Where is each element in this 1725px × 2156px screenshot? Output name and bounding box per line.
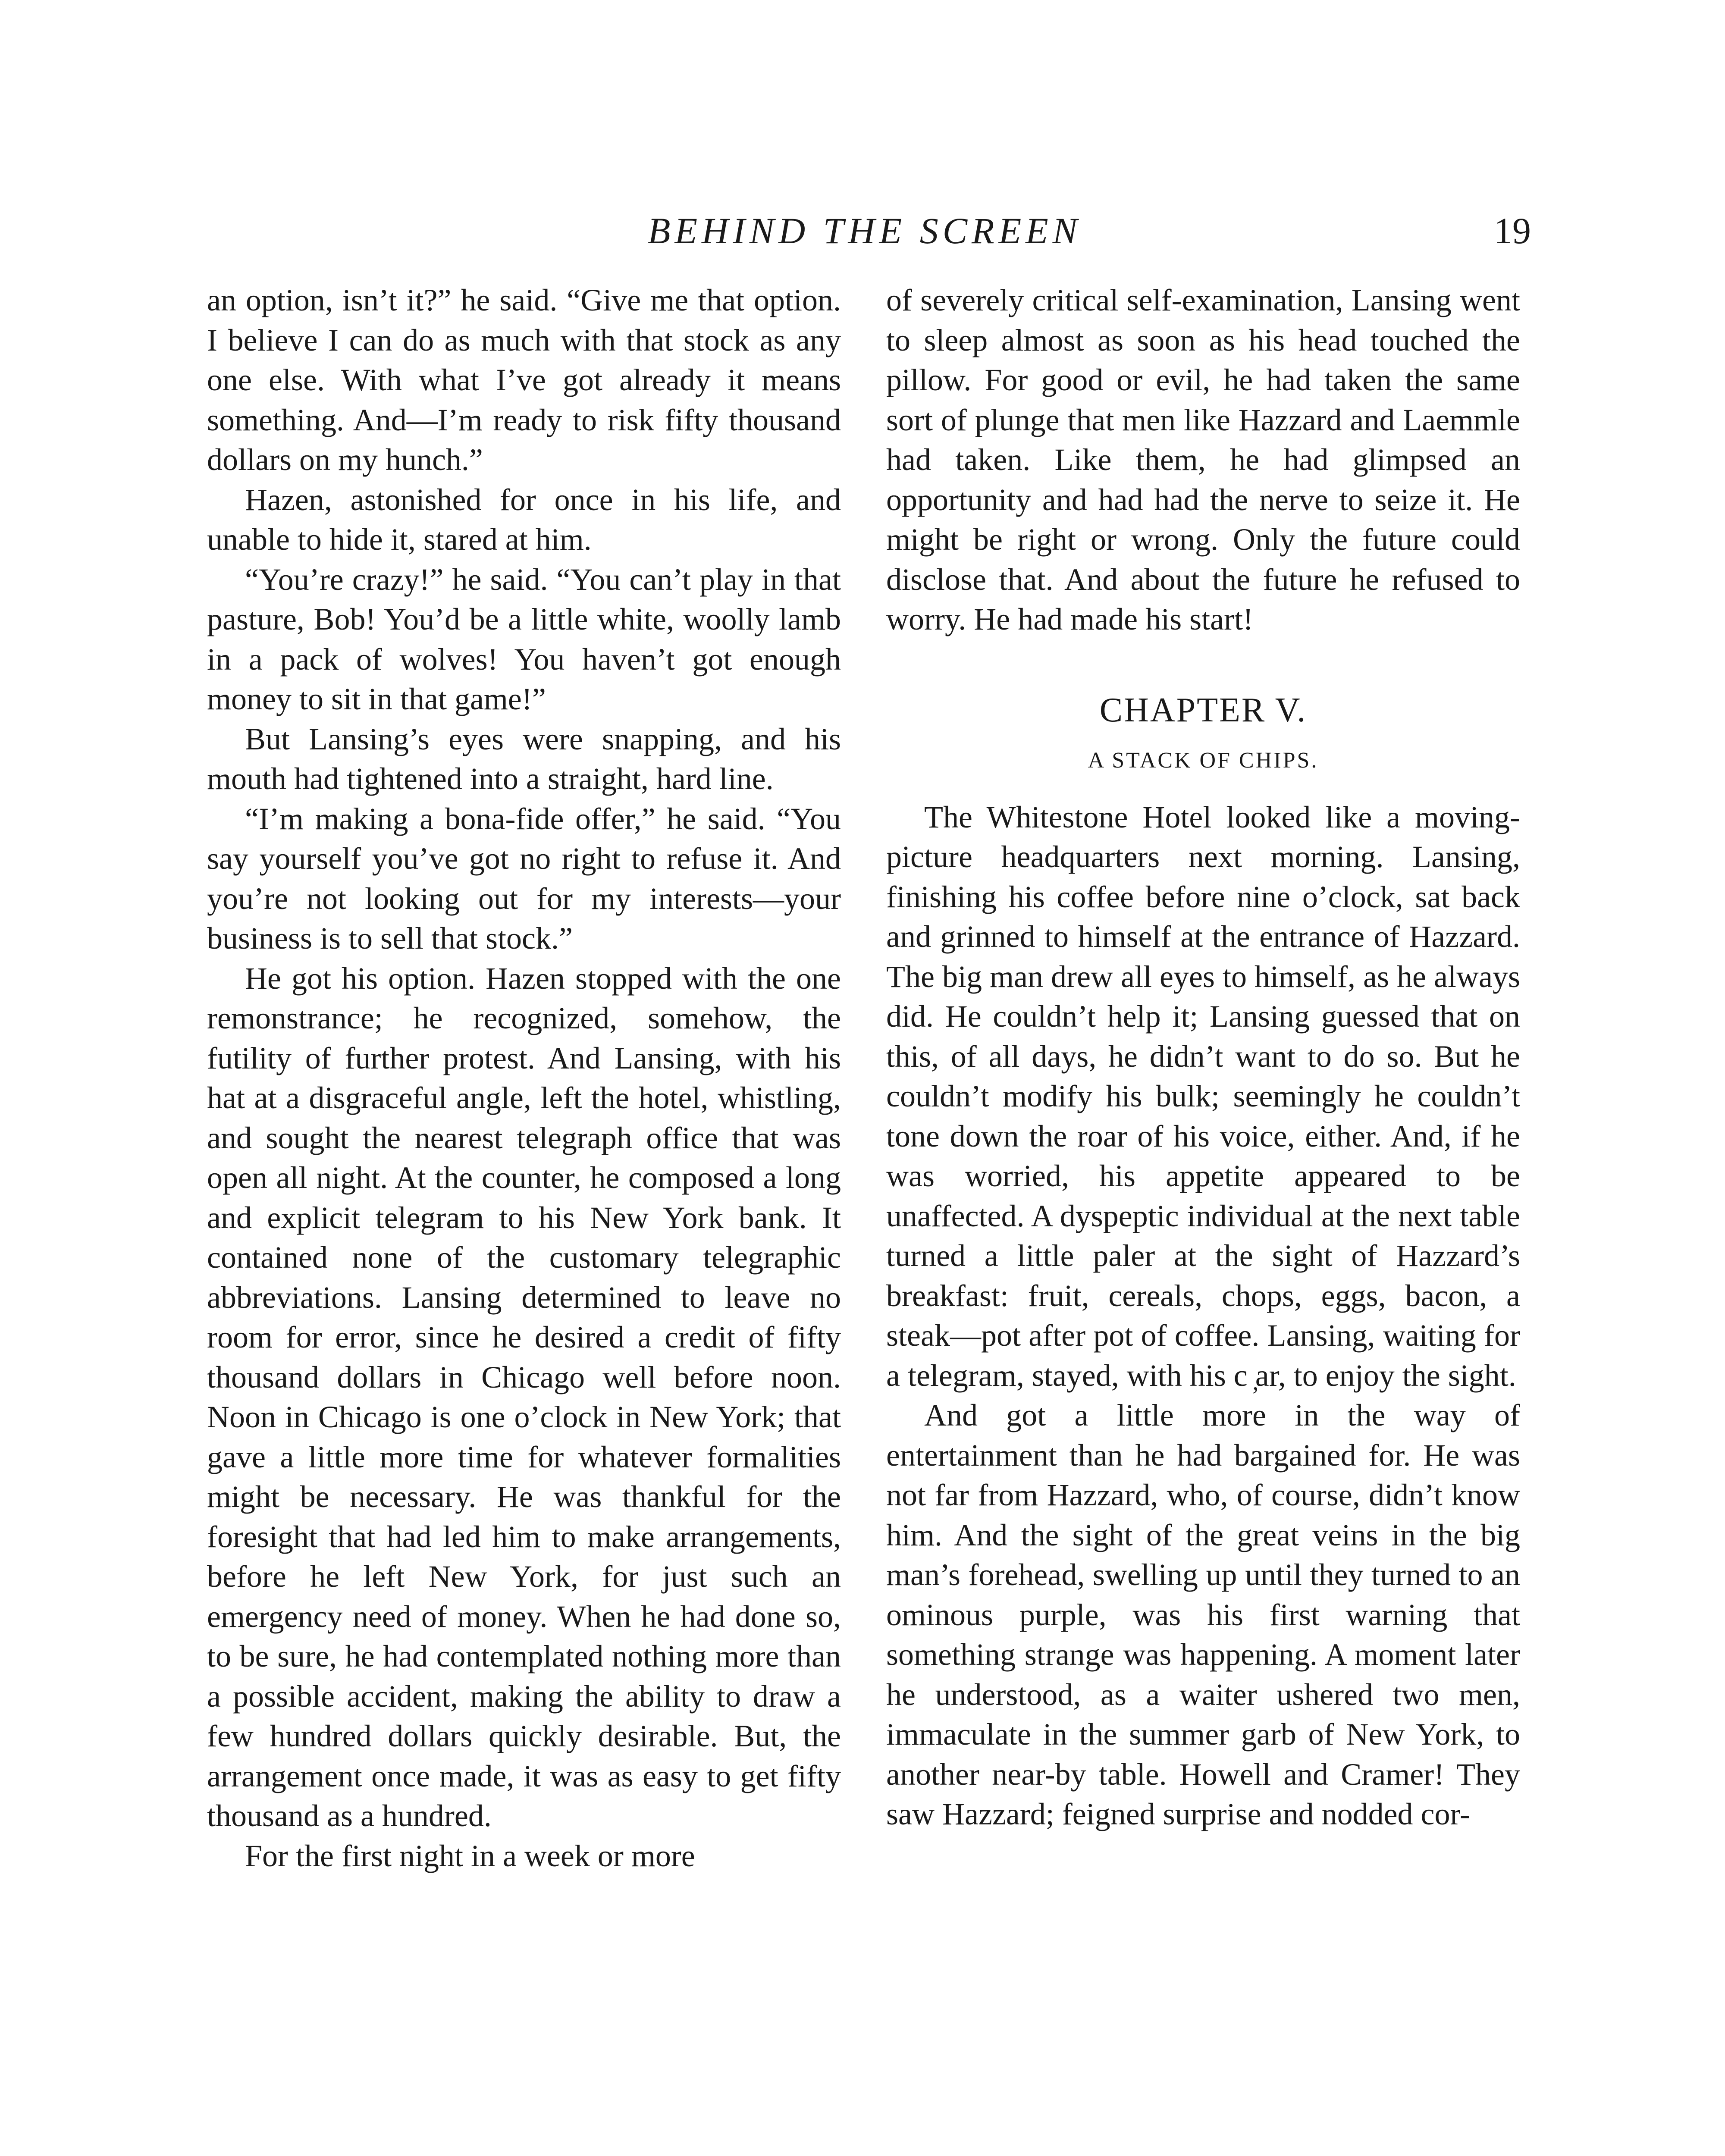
paragraph: an option, isn’t it?” he said. “Give me that option. I believe I can do as much with that stock as any one else. With what I’ve got already it means something. And—I’m ready to risk fifty thousand dollars on my hunch.” xyxy=(207,283,841,477)
chapter-subtitle: A STACK OF CHIPS. xyxy=(1088,748,1319,773)
right-column xyxy=(886,280,1520,1834)
paragraph: He got his option. Hazen stopped with the one remonstrance; he recognized, somehow, the futility of further protest. And Lansing, with his hat at a disgraceful angle, left the hotel, whistling, and sought the nearest telegraph office that was open all night. At the counter, he composed a long and explicit telegram to his New York bank. It contained none of the customary telegraphic abbreviations. Lansing determined to leave no room for error, since he desired a credit of fifty thousand dollars in Chicago well before noon. Noon in Chicago is one o’clock in New York; that gave a little more time for whatever formalities might be necessary. He was thankful for the foresight that had led him to make arrangements, before he left New York, for just such an emergency need of money. When he had done so, to be sure, he had contemplated nothing more than a possible accident, making the ability to draw a few hundred dollars quickly desirable. But, the arrangement once made, it was as easy to get fifty thousand as a hundred. xyxy=(207,961,841,1833)
paragraph: “I’m making a bona-fide offer,” he said. “You say yourself you’ve got no right to refuse it. And you’re not looking out for my interests—your business is to sell that stock.” xyxy=(207,801,841,956)
chapter-heading: CHAPTER V. xyxy=(1099,691,1307,729)
page-header xyxy=(198,205,1531,257)
page-number: 19 xyxy=(1494,210,1531,251)
paragraph: of severely critical self-examination, Lansing went to sleep almost as soon as his head touched the pillow. For good or evil, he had taken the same sort of plunge that men like Hazzard and Laemmle had taken. Like them, he had glimpsed an opportunity and had had the nerve to seize it. He might be right or wrong. Only the future could disclose that. And about the future he refused to worry. He had made his start! xyxy=(886,283,1520,636)
paragraph: For the first night in a week or more xyxy=(245,1838,695,1873)
running-title: BEHIND THE SCREEN xyxy=(647,210,1082,251)
paragraph: But Lansing’s eyes were snapping, and his mouth had tightened into a straight, hard line. xyxy=(207,721,841,796)
paragraph: And got a little more in the way of entertainment than he had bargained for. He was not far from Hazzard, who, of course, didn’t know him. And the sight of the great veins in the big man’s forehead, swelling up until they turned to an ominous purple, was his first warning that something strange was happening. A moment later he understood, as a waiter ushered two men, immaculate in the summer garb of New York, to another near-by table. Howell and Cramer! They saw Hazzard; feigned surprise and nodded cor- xyxy=(886,1398,1520,1831)
paragraph: “You’re crazy!” he said. “You can’t play in that pasture, Bob! You’d be a little white, woolly lamb in a pack of wolves! You haven’t got enough money to sit in that game!” xyxy=(207,562,841,716)
paragraph: The Whitestone Hotel looked like a moving-picture headquarters next morning. Lansing, finishing his coffee before nine o’clock, sat back and grinned to himself at the entrance of Hazzard. The big man drew all eyes to himself, as he always did. He couldn’t help it; Lansing guessed that on this, of all days, he didn’t want to do so. But he couldn’t modify his bulk; seemingly he couldn’t tone down the roar of his voice, either. And, if he was worried, his appetite appeared to be unaffected. A dyspeptic individual at the next table turned a little paler at the sight of Hazzard’s breakfast: fruit, cereals, chops, eggs, bacon, a steak—pot after pot of coffee. Lansing, waiting for a telegram, stayed, with his c ̦ar, to enjoy the sight. xyxy=(886,799,1520,1393)
paragraph: Hazen, astonished for once in his life, and unable to hide it, stared at him. xyxy=(207,482,841,557)
left-column xyxy=(207,280,841,1876)
